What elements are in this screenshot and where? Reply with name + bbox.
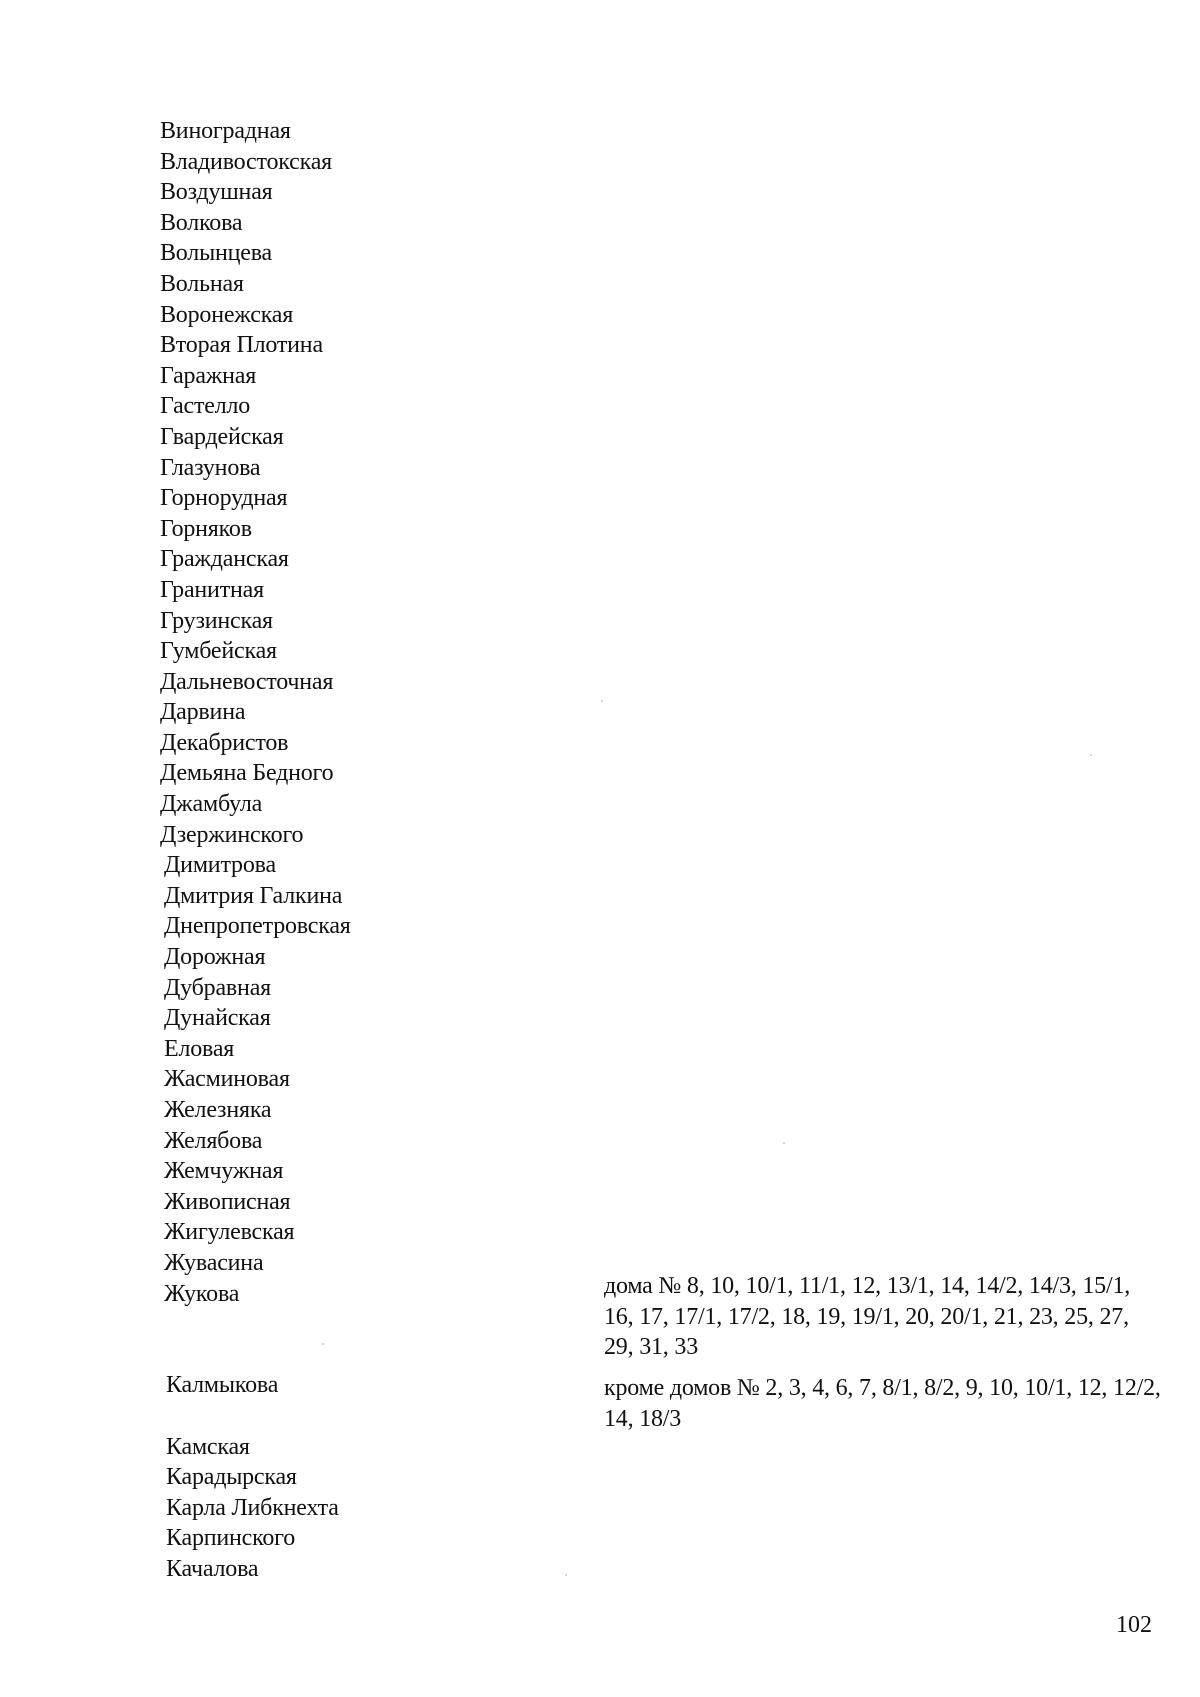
street-name: Декабристов [160,729,289,756]
street-name: Камская [166,1433,250,1460]
scan-speck [565,1574,567,1576]
street-name: Днепропетровская [164,913,351,940]
street-name: Горнорудная [160,485,288,512]
street-name: Глазунова [160,454,261,481]
house-numbers-note: дома № 8, 10, 10/1, 11/1, 12, 13/1, 14, 14/2, 14/3, 15/1, 16, 17, 17/1, 17/2, 18, 19, 19/1, 20, 20/1, 21, 23, 25, 27, 29, 31, 33 [604,1273,1131,1361]
street-name: Демьяна Бедного [160,760,334,787]
street-name: Виноградная [160,118,291,144]
street-name: Еловая [164,1035,235,1062]
scan-speck [1090,754,1092,756]
street-name: Воронежская [160,301,294,328]
street-name: Жигулевская [164,1219,295,1246]
street-name: Гаражная [160,362,257,389]
house-numbers-exception-note: кроме домов № 2, 3, 4, 6, 7, 8/1, 8/2, 9, 10, 10/1, 12, 12/2, 14, 18/3 [604,1375,1161,1432]
street-name: Волынцева [160,240,273,267]
street-name: Калмыкова [166,1372,279,1399]
page-number: 102 [1116,1612,1152,1638]
street-name: Гранитная [160,576,264,603]
street-name: Желябова [164,1127,263,1154]
street-name: Дзержинского [160,821,304,848]
street-name: Жасминовая [164,1066,290,1093]
street-name: Дунайская [164,1005,271,1032]
scan-speck [322,1343,324,1345]
street-list [160,116,351,1585]
street-name: Дмитрия Галкина [164,882,343,909]
street-name: Волкова [160,209,243,236]
street-name: Карпинского [166,1525,296,1552]
street-name: Жувасина [164,1249,264,1276]
scan-speck [601,700,603,702]
street-name: Грузинская [160,607,273,634]
street-name: Качалова [166,1555,259,1582]
street-name: Вольная [160,270,244,297]
street-name: Дарвина [160,699,246,726]
street-name: Жукова [164,1280,240,1307]
street-name: Дорожная [164,944,266,971]
street-name: Дубравная [164,974,271,1001]
street-name: Гражданская [160,546,289,573]
street-name: Железняка [164,1097,272,1123]
street-name: Горняков [160,515,252,542]
street-name: Димитрова [164,852,276,879]
street-name: Гастелло [160,393,251,420]
street-name: Гумбейская [160,638,277,665]
street-name: Гвардейская [160,423,284,450]
street-name: Джамбула [160,791,263,818]
street-name: Вторая Плотина [160,332,323,359]
street-name: Живописная [164,1188,291,1215]
scan-speck [783,1142,785,1144]
street-name: Карадырская [166,1464,297,1491]
street-name: Карла Либкнехта [166,1494,339,1521]
street-name: Владивостокская [160,148,332,175]
street-name: Жемчужная [164,1158,284,1185]
street-name: Воздушная [160,179,273,206]
street-name: Дальневосточная [160,668,334,695]
